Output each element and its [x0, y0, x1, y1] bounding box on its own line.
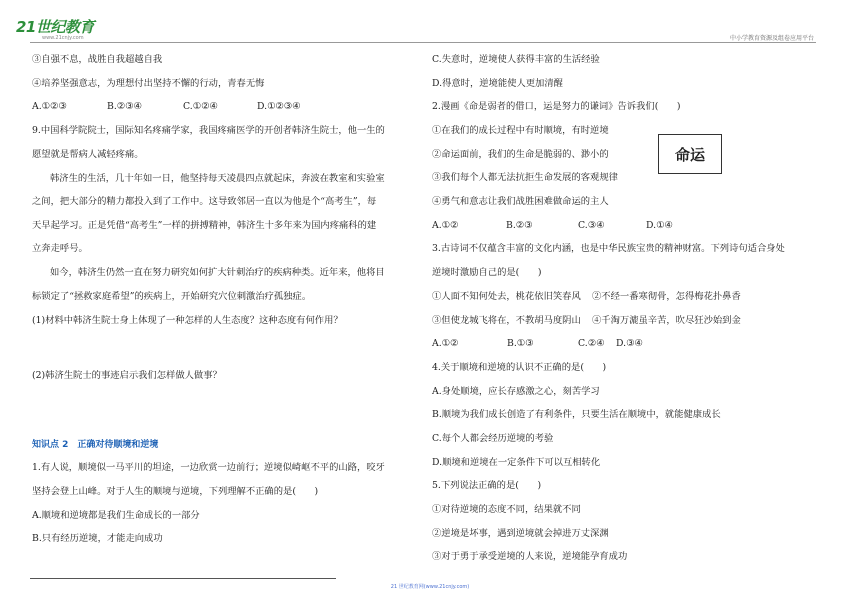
- logo-url: www.21cnjy.com: [42, 35, 84, 41]
- poem-option: ①人面不知何处去，桃花依旧笑春风: [432, 291, 581, 302]
- paragraph-line: 韩济生的生活，几十年如一日，他坚持每天凌晨四点就起床，奔波在教室和实验室: [50, 173, 385, 184]
- paragraph-line: 天早起学习。正是凭借“高考生”一样的拼搏精神，韩济生十多年来为国内疼痛科的建: [32, 220, 377, 231]
- paragraph-line: 之间，把大部分的精力都投入到了工作中。这导致邻居一直以为他是个“高考生”，每: [32, 196, 377, 207]
- question-5-item: ③对于勇于承受逆境的人来说，逆境能孕育成功: [432, 551, 628, 562]
- option-line: ③自强不息，战胜自我超越自我: [32, 54, 163, 65]
- question-9-line: 9.中国科学院院士，国际知名疼痛学家，我国疼痛医学的开创者韩济生院士，他一生的: [32, 125, 385, 136]
- answer-option: A.①②: [432, 220, 459, 231]
- question-1-option-a: A.顺境和逆境都是我们生命成长的一部分: [32, 510, 200, 521]
- paragraph-line: 立奔走呼号。: [32, 243, 88, 254]
- question-4-option-d: D.顺境和逆境在一定条件下可以互相转化: [432, 457, 601, 468]
- paragraph-line: 标锁定了“拯救家庭希望”的疾病上，开始研究穴位刺激治疗孤独症。: [32, 291, 312, 302]
- footer-text: 21 世纪教育网(www.21cnjy.com): [390, 584, 470, 590]
- question-9-line: 愿望就是帮病人减轻疼痛。: [32, 149, 144, 160]
- question-2-item: ①在我们的成长过程中有时顺境，有时逆境: [432, 125, 609, 136]
- question-5-item: ①对待逆境的态度不同，结果就不同: [432, 504, 581, 515]
- knowledge-point-heading: 知识点 2 正确对待顺境和逆境: [32, 440, 159, 450]
- sub-question-2: (2)韩济生院士的事迹启示我们怎样做人做事？: [32, 370, 222, 381]
- footer-divider: [30, 578, 336, 579]
- paragraph-line: 如今，韩济生仍然一直在努力研究如何扩大针刺治疗的疾病种类。近年来，他将目: [50, 267, 385, 278]
- question-1-option-d: D.得意时，逆境能使人更加清醒: [432, 78, 563, 89]
- question-2-item: ③我们每个人都无法抗拒生命发展的客观规律: [432, 172, 618, 183]
- sub-question-1: (1)材料中韩济生院士身上体现了一种怎样的人生态度？这种态度有何作用？: [32, 315, 343, 326]
- question-5: 5.下列说法正确的是( ): [432, 480, 542, 491]
- answer-options: [432, 220, 673, 232]
- answer-option: D.①④: [646, 220, 673, 231]
- answer-option: C.③④: [578, 220, 605, 231]
- option-line: ④培养坚强意志，为理想付出坚持不懈的行动，青春无悔: [32, 78, 265, 89]
- header-platform-text: 中小学教育资源及组卷应用平台: [729, 35, 814, 42]
- question-1-line: 1.有人说，顺境似一马平川的坦途，一边欣赏一边前行；逆境似崎岖不平的山路，咬牙: [32, 462, 385, 473]
- logo-text: 21世纪教育: [16, 18, 94, 36]
- answer-option: C.①②④: [183, 101, 218, 112]
- question-3-items: [432, 315, 741, 327]
- answer-option: A.①②: [432, 338, 459, 349]
- poem-option: ②不经一番寒彻骨，怎得梅花扑鼻香: [592, 291, 741, 302]
- answer-option: B.②③④: [107, 101, 142, 112]
- question-2-item: ②命运面前，我们的生命是脆弱的、渺小的: [432, 149, 609, 160]
- question-4: 4.关于顺境和逆境的认识不正确的是( ): [432, 362, 607, 373]
- answer-option: B.②③: [506, 220, 533, 231]
- question-1-line: 坚持会登上山峰。对于人生的顺境与逆境，下列理解不正确的是( ): [32, 486, 319, 497]
- answer-option: C.②④: [578, 338, 605, 349]
- question-3-line: 3.古诗词不仅蕴含丰富的文化内涵，也是中华民族宝贵的精神财富。下列诗句适合身处: [432, 243, 785, 254]
- question-3-line: 逆境时激励自己的是( ): [432, 267, 542, 278]
- question-1-option-c: C.失意时，逆境使人获得丰富的生活经验: [432, 54, 600, 65]
- cartoon-text: 命运: [674, 145, 705, 164]
- poem-option: ③但使龙城飞将在，不教胡马度阴山: [432, 315, 581, 326]
- question-2: 2.漫画《命是弱者的借口，运是努力的谦词》告诉我们( ): [432, 101, 681, 112]
- question-3-items: [432, 291, 741, 303]
- poem-option: ④千淘万漉虽辛苦，吹尽狂沙始到金: [592, 315, 741, 326]
- question-4-option-b: B.顺境为我们成长创造了有利条件，只要生活在顺境中，就能健康成长: [432, 409, 721, 420]
- cartoon-image: [658, 134, 722, 174]
- header-divider: [30, 42, 816, 43]
- question-4-option-c: C.每个人都会经历逆境的考验: [432, 433, 554, 444]
- answer-options: [432, 338, 643, 350]
- answer-option: D.③④: [616, 338, 643, 349]
- answer-option: A.①②③: [32, 101, 67, 112]
- logo: [16, 16, 94, 41]
- question-5-item: ②逆境是坏事，遇到逆境就会掉进万丈深渊: [432, 528, 609, 539]
- answer-option: D.①②③④: [257, 101, 301, 112]
- question-4-option-a: A.身处顺境，应长存感激之心，刻苦学习: [432, 386, 600, 397]
- answer-options: [32, 101, 300, 113]
- answer-option: B.①③: [507, 338, 534, 349]
- question-2-item: ④勇气和意志让我们战胜困难做命运的主人: [432, 196, 609, 207]
- question-1-option-b: B.只有经历逆境，才能走向成功: [32, 533, 163, 544]
